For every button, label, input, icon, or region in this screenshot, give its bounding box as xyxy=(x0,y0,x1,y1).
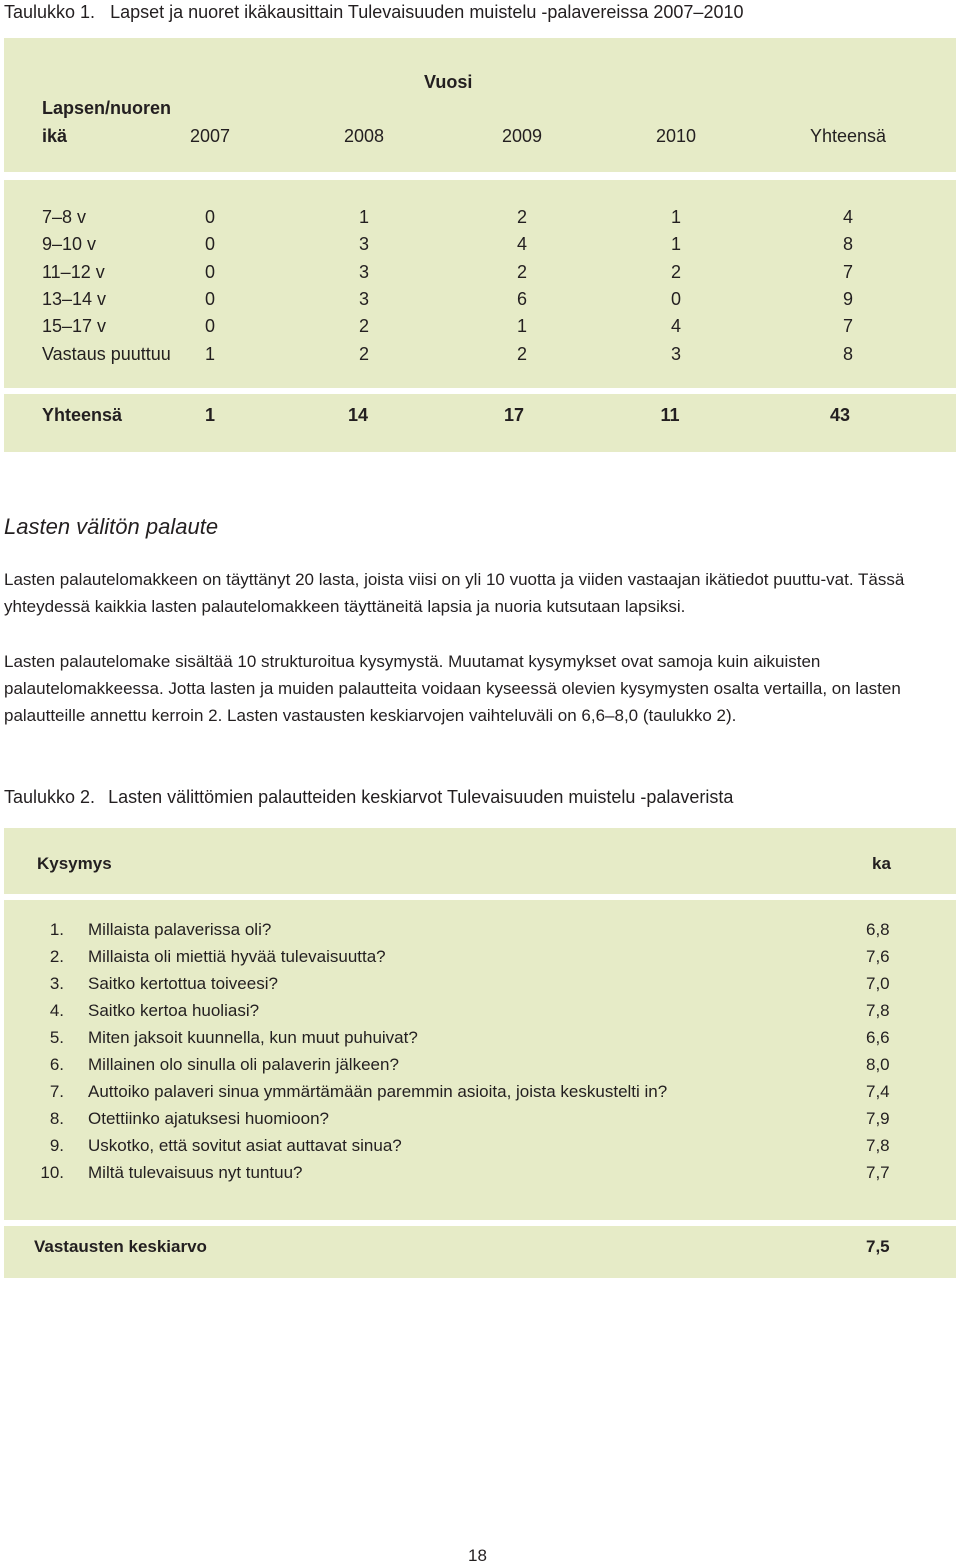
table1-cell: 1 xyxy=(516,316,527,336)
table1-total-cell: 43 xyxy=(829,405,851,425)
table2-row-average: 7,4 xyxy=(866,1082,890,1101)
table2-caption-text: Lasten välittömien palautteiden keskiarvot Tulevaisuuden muistelu -palaverista xyxy=(108,787,734,807)
table2-row-question: Otettiinko ajatuksesi huomioon? xyxy=(88,1109,329,1128)
table2-row-average: 7,6 xyxy=(866,947,890,966)
section-paragraph-1: Lasten palautelomakkeen on täyttänyt 20 lasta, joista viisi on yli 10 vuotta ja viiden vastaajan ikätiedot puuttu-vat. Tässä yhteydessä kaikkia lasten palautelomakkeen täyttäneitä lapsia ja nuoria kutsutaan lapsiksi. xyxy=(4,570,905,616)
table1-cell: 2 xyxy=(670,262,681,282)
table1-cell: 0 xyxy=(670,289,681,309)
table1-cell: 3 xyxy=(670,344,681,364)
table1-cell: 0 xyxy=(204,207,215,227)
table2-row-average: 7,7 xyxy=(866,1163,890,1182)
table1-cell: 7 xyxy=(842,262,853,282)
section-paragraph-2: Lasten palautelomake sisältää 10 strukturoitua kysymystä. Muutamat kysymykset ovat samoja kuin aikuisten palautelomakkeessa. Jotta lasten ja muiden palautteita voidaan kyseessä olevien kysymysten osalta vertailla, on lasten palautteille annettu kerroin 2. Lasten vastausten keskiarvojen vaihteluväli on 6,6–8,0 (taulukko 2). xyxy=(4,652,901,725)
table2-caption-label: Taulukko 2. xyxy=(4,787,96,807)
table2-row-average: 7,9 xyxy=(866,1109,890,1128)
table1-row-label: 9–10 v xyxy=(42,234,97,254)
table1-cell: 1 xyxy=(670,234,681,254)
table2-row-average: 6,8 xyxy=(866,920,890,939)
table1-cell: 0 xyxy=(204,262,215,282)
table1-column-header: 2008 xyxy=(343,126,385,146)
table2-footer-value: 7,5 xyxy=(866,1237,890,1256)
table2-row-number: 10. xyxy=(40,1163,64,1182)
table1-row-label: Vastaus puuttuu xyxy=(42,344,171,364)
table2-row-question: Saitko kertottua toiveesi? xyxy=(88,974,278,993)
table1-cell: 9 xyxy=(842,289,853,309)
table1-caption-text: Lapset ja nuoret ikäkausittain Tulevaisuuden muistelu -palavereissa 2007–2010 xyxy=(110,2,744,22)
table1-column-header: Yhteensä xyxy=(809,126,887,146)
table1-total-cell: 17 xyxy=(503,405,525,425)
table2-row-number: 5. xyxy=(49,1028,64,1047)
table1-cell: 3 xyxy=(358,289,369,309)
table2-row-average: 8,0 xyxy=(866,1055,890,1074)
table1-column-header: 2009 xyxy=(501,126,543,146)
table2-row-question: Millaista oli miettiä hyvää tulevaisuutta? xyxy=(88,947,386,966)
table1-cell: 1 xyxy=(670,207,681,227)
table2-row-number: 3. xyxy=(49,974,64,993)
table1-cell: 8 xyxy=(842,234,853,254)
section-heading: Lasten välitön palaute xyxy=(4,514,219,539)
table2-row-question: Auttoiko palaveri sinua ymmärtämään paremmin asioita, joista keskustelti in? xyxy=(88,1082,668,1101)
table2-question-header: Kysymys xyxy=(37,854,112,873)
table2-row-question: Miten jaksoit kuunnella, kun muut puhuivat? xyxy=(88,1028,418,1047)
table2-row-question: Miltä tulevaisuus nyt tuntuu? xyxy=(88,1163,303,1182)
table1-cell: 4 xyxy=(670,316,681,336)
table2-row-number: 8. xyxy=(49,1109,64,1128)
table1-column-header: 2007 xyxy=(189,126,231,146)
table1-cell: 3 xyxy=(358,234,369,254)
table1-cell: 1 xyxy=(358,207,369,227)
table2-header-band xyxy=(4,828,956,894)
table2-row-average: 7,8 xyxy=(866,1136,890,1155)
table1-cell: 2 xyxy=(516,262,527,282)
table1-row-label: 7–8 v xyxy=(42,207,87,227)
table1-caption-label: Taulukko 1. xyxy=(4,2,96,22)
table1-row-label: 11–12 v xyxy=(42,262,105,282)
table1-cell: 1 xyxy=(204,344,215,364)
table1-cell: 8 xyxy=(842,344,853,364)
table2-row-number: 4. xyxy=(49,1001,64,1020)
table1-age-header-line1: Lapsen/nuoren xyxy=(42,98,172,118)
table1-cell: 4 xyxy=(842,207,853,227)
table1-total-cell: 14 xyxy=(347,405,369,425)
table2-footer-label: Vastausten keskiarvo xyxy=(34,1237,207,1256)
table2-row-question: Millainen olo sinulla oli palaverin jälkeen? xyxy=(88,1055,399,1074)
table2-row-question: Saitko kertoa huoliasi? xyxy=(88,1001,260,1020)
table1-cell: 4 xyxy=(516,234,527,254)
table2-row-number: 6. xyxy=(49,1055,64,1074)
table1-total-cell: 1 xyxy=(204,405,215,425)
table2-avg-header: ka xyxy=(872,854,891,873)
table1-cell: 0 xyxy=(204,289,215,309)
table1-cell: 7 xyxy=(842,316,853,336)
table1-cell: 2 xyxy=(358,344,369,364)
table1-row-label: 13–14 v xyxy=(42,289,107,309)
table2-row-average: 7,8 xyxy=(866,1001,890,1020)
table2-caption xyxy=(4,787,733,808)
table1-cell: 2 xyxy=(516,207,527,227)
table1-caption xyxy=(4,2,744,23)
table1-cell: 2 xyxy=(358,316,369,336)
table1-group-header: Vuosi xyxy=(424,72,473,92)
table2-row-number: 1. xyxy=(49,920,64,939)
table2-row-number: 2. xyxy=(49,947,64,966)
table1-cell: 3 xyxy=(358,262,369,282)
table2-row-average: 7,0 xyxy=(866,974,890,993)
table2-row-average: 6,6 xyxy=(866,1028,890,1047)
table2-row-question: Uskotko, että sovitut asiat auttavat sinua? xyxy=(88,1136,402,1155)
table1-cell: 6 xyxy=(516,289,527,309)
table2-row-number: 9. xyxy=(49,1136,64,1155)
table2-row-number: 7. xyxy=(49,1082,64,1101)
table1-cell: 0 xyxy=(204,234,215,254)
table1-total-label: Yhteensä xyxy=(42,405,123,425)
table1-cell: 0 xyxy=(204,316,215,336)
page-number: 18 xyxy=(468,1546,487,1565)
table1-total-cell: 11 xyxy=(660,405,680,425)
table1-cell: 2 xyxy=(516,344,527,364)
table1-row-label: 15–17 v xyxy=(42,316,107,336)
table1-age-header-line2: ikä xyxy=(42,126,68,146)
table1-column-header: 2010 xyxy=(655,126,697,146)
table2-row-question: Millaista palaverissa oli? xyxy=(88,920,272,939)
